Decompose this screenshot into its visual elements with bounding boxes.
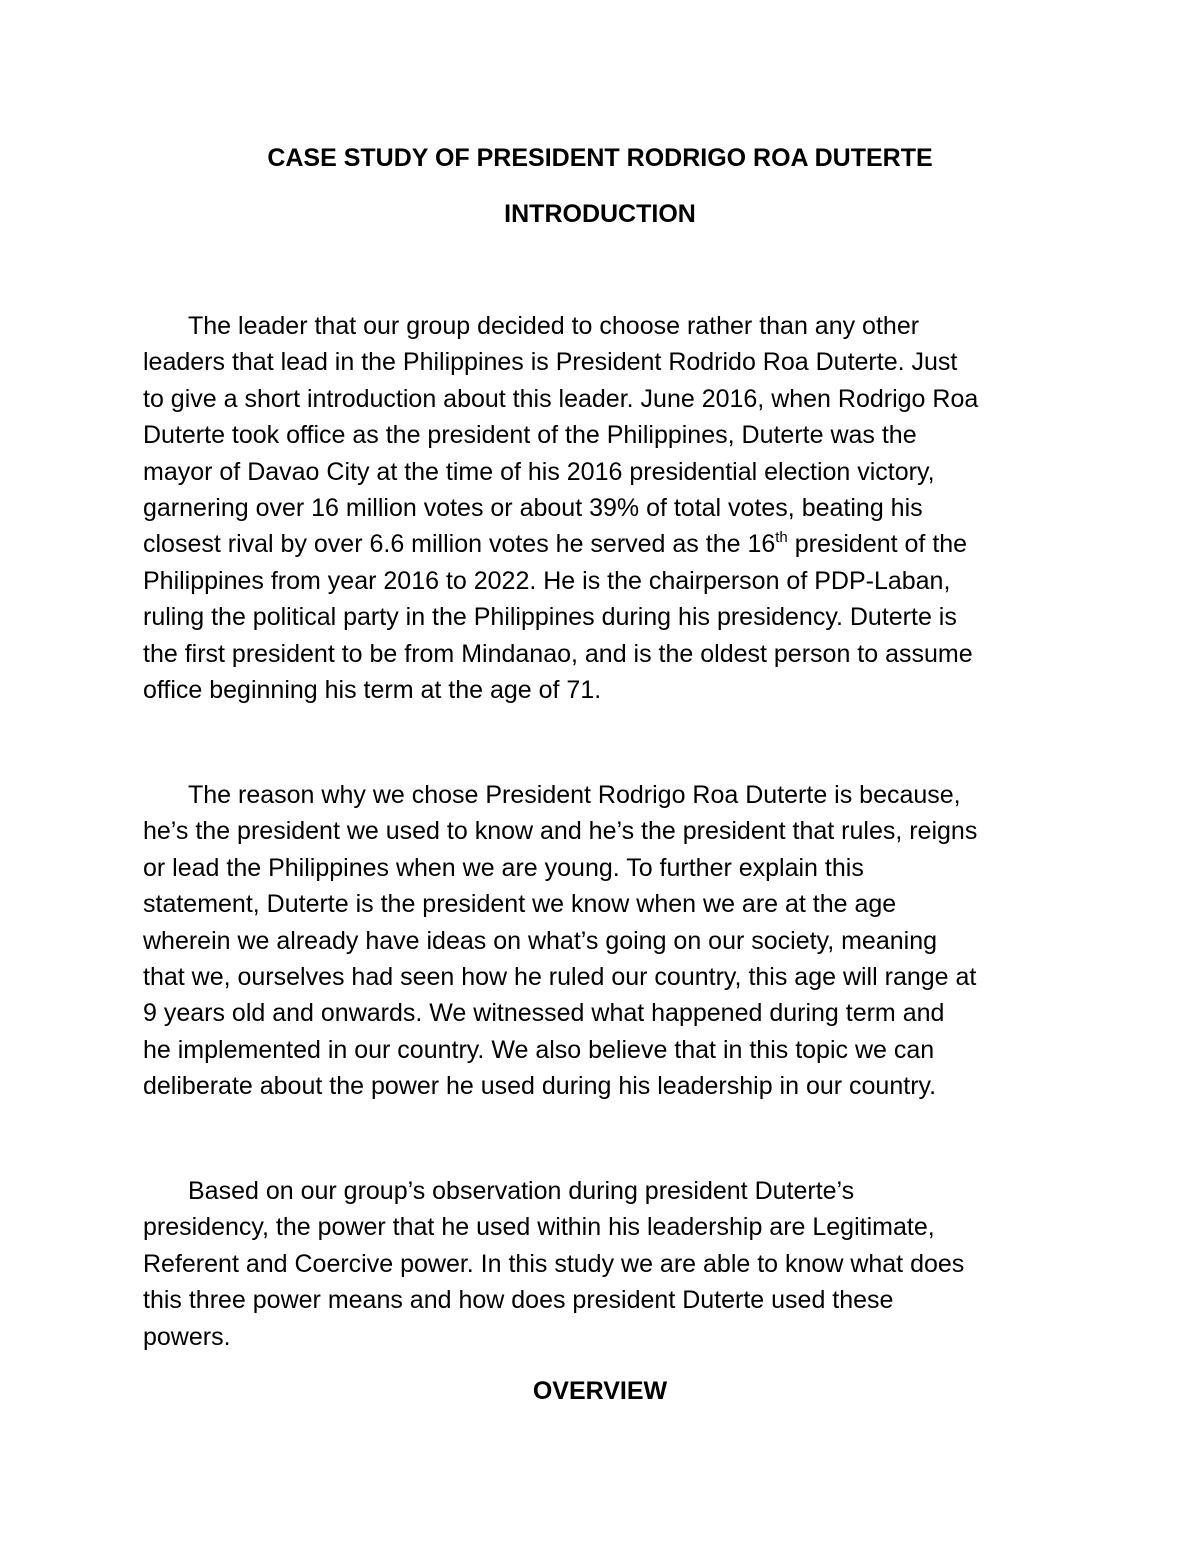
text-line: Referent and Coercive power. In this study we are able to know what does — [143, 1249, 965, 1278]
text-line: he implemented in our country. We also believe that in this topic we can — [143, 1035, 935, 1064]
text-line — [143, 526, 1063, 562]
text-line: statement, Duterte is the president we know when we are at the age — [143, 890, 897, 919]
text-line: deliberate about the power he used during his leadership in our country. — [143, 1072, 937, 1101]
text-line: powers. — [143, 1322, 231, 1351]
document-title: CASE STUDY OF PRESIDENT RODRIGO ROA DUTERTE — [267, 144, 933, 172]
paragraph-reason — [143, 777, 1063, 1105]
text-segment: closest rival by over 6.6 million votes he served as the 16 — [143, 530, 776, 559]
text-line: ruling the political party in the Philippines during his presidency. Duterte is — [143, 603, 957, 632]
text-line: Duterte took office as the president of the Philippines, Duterte was the — [143, 421, 917, 450]
ordinal-superscript: th — [775, 529, 788, 547]
text-line: The reason why we chose President Rodrigo Roa Duterte is because, — [188, 781, 961, 809]
paragraph-observation — [143, 1173, 1063, 1355]
text-line: The leader that our group decided to choose rather than any other — [188, 312, 920, 340]
text-line: garnering over 16 million votes or about 39% of total votes, beating his — [143, 494, 923, 523]
text-line: leaders that lead in the Philippines is President Rodrido Roa Duterte. Just — [143, 348, 958, 377]
text-line: or lead the Philippines when we are young. To further explain this — [143, 853, 864, 882]
section-heading-introduction: INTRODUCTION — [504, 200, 696, 228]
text-line: to give a short introduction about this leader. June 2016, when Rodrigo Roa — [143, 384, 979, 413]
text-line: Philippines from year 2016 to 2022. He is the chairperson of PDP-Laban, — [143, 566, 951, 595]
text-line: 9 years old and onwards. We witnessed what happened during term and — [143, 999, 945, 1028]
text-line: Based on our group’s observation during president Duterte’s — [188, 1177, 855, 1205]
text-line: mayor of Davao City at the time of his 2016 presidential election victory, — [143, 457, 935, 486]
paragraph-intro — [143, 308, 1063, 708]
text-line: he’s the president we used to know and he’s the president that rules, reigns — [143, 817, 978, 846]
text-line: that we, ourselves had seen how he ruled our country, this age will range at — [143, 963, 977, 992]
text-line: wherein we already have ideas on what’s going on our society, meaning — [143, 926, 938, 955]
text-segment: president of the — [787, 530, 968, 559]
text-line: office beginning his term at the age of 71. — [143, 676, 602, 705]
text-line: the first president to be from Mindanao, and is the oldest person to assume — [143, 639, 973, 668]
text-line: presidency, the power that he used within his leadership are Legitimate, — [143, 1213, 935, 1242]
text-line: this three power means and how does president Duterte used these — [143, 1286, 894, 1315]
section-heading-overview: OVERVIEW — [532, 1377, 668, 1405]
